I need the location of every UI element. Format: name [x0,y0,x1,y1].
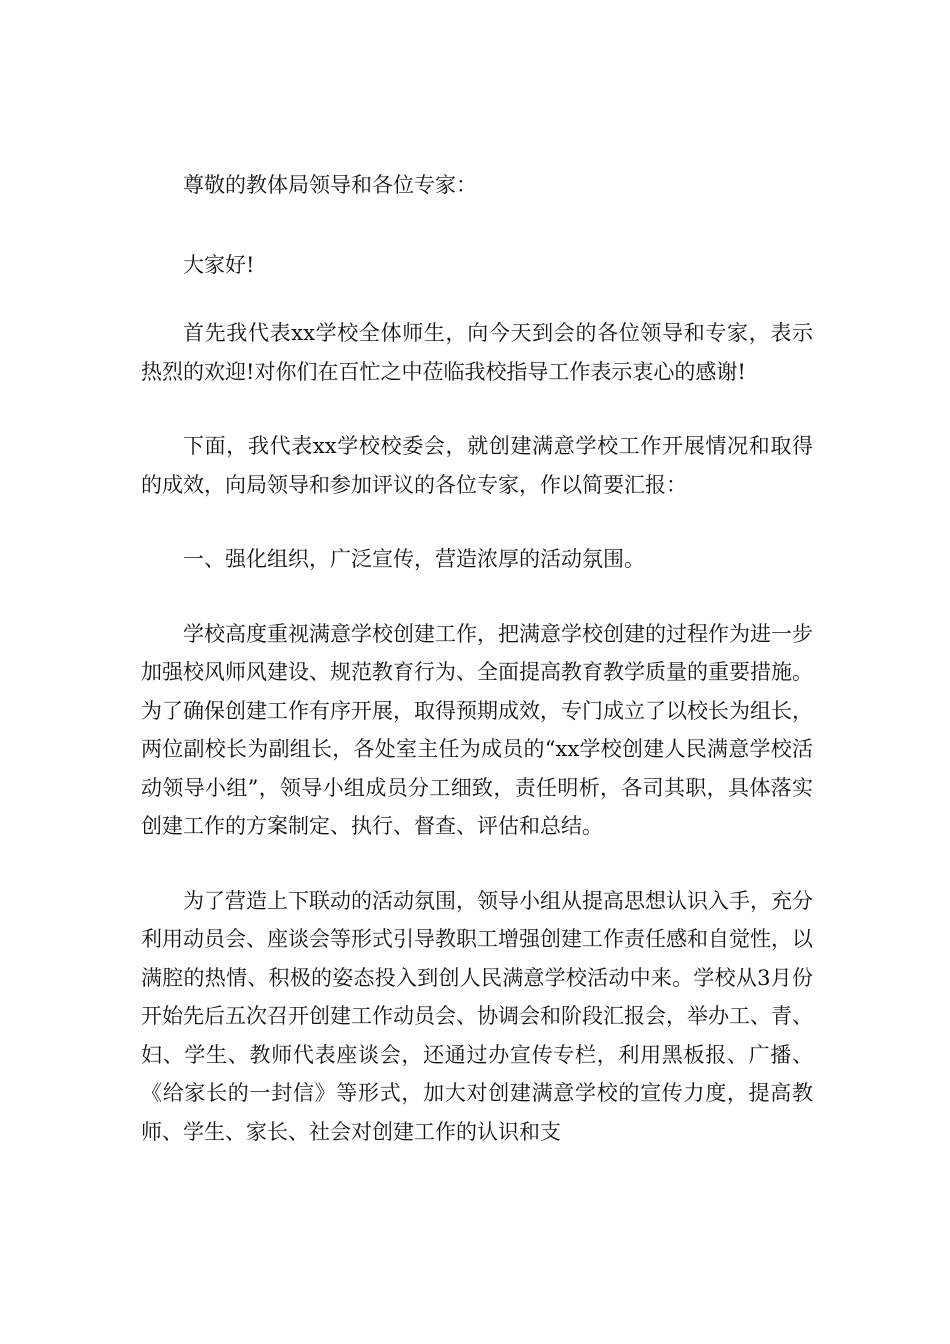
paragraph-opening-welcome: 首先我代表xx学校全体师生，向今天到会的各位领导和专家，表示热烈的欢迎!对你们在百忙之中莅临我校指导工作表示衷心的感谢! [141,321,813,384]
paragraph-publicity: 为了营造上下联动的活动氛围，领导小组从提高思想认识入手，充分利用动员会、座谈会等形式引导教职工增强创建工作责任感和自觉性，以满腔的热情、积极的姿态投入到创人民满意学校活动中来。学校从3月份开始先后五次召开创建工作动员会、协调会和阶段汇报会，举办工、青、妇、学生、教师代表座谈会，还通过办宣传专栏，利用黑板报、广播、《给家长的一封信》等形式，加大对创建满意学校的宣传力度，提高教师、学生、家长、社会对创建工作的认识和支 [141,888,813,1144]
paragraph-report-intro: 下面，我代表xx学校校委会，就创建满意学校工作开展情况和取得的成效，向局领导和参加评议的各位专家，作以简要汇报： [141,434,813,497]
section-heading-1: 一、强化组织，广泛宣传，营造浓厚的活动氛围。 [183,547,645,571]
greeting: 大家好! [183,252,255,277]
document-body [141,166,813,1151]
paragraph-leadership-group: 学校高度重视满意学校创建工作，把满意学校创建的过程作为进一步加强校风师风建设、规范教育行为、全面提高教育教学质量的重要措施。为了确保创建工作有序开展，取得预期成效，专门成立了以校长为组长，两位副校长为副组长，各处室主任为成员的“xx学校创建人民满意学校活动领导小组”，领导小组成员分工细致，责任明析，各司其职，具体落实创建工作的方案制定、执行、督查、评估和总结。 [141,621,813,838]
salutation: 尊敬的教体局领导和各位专家： [183,173,477,197]
